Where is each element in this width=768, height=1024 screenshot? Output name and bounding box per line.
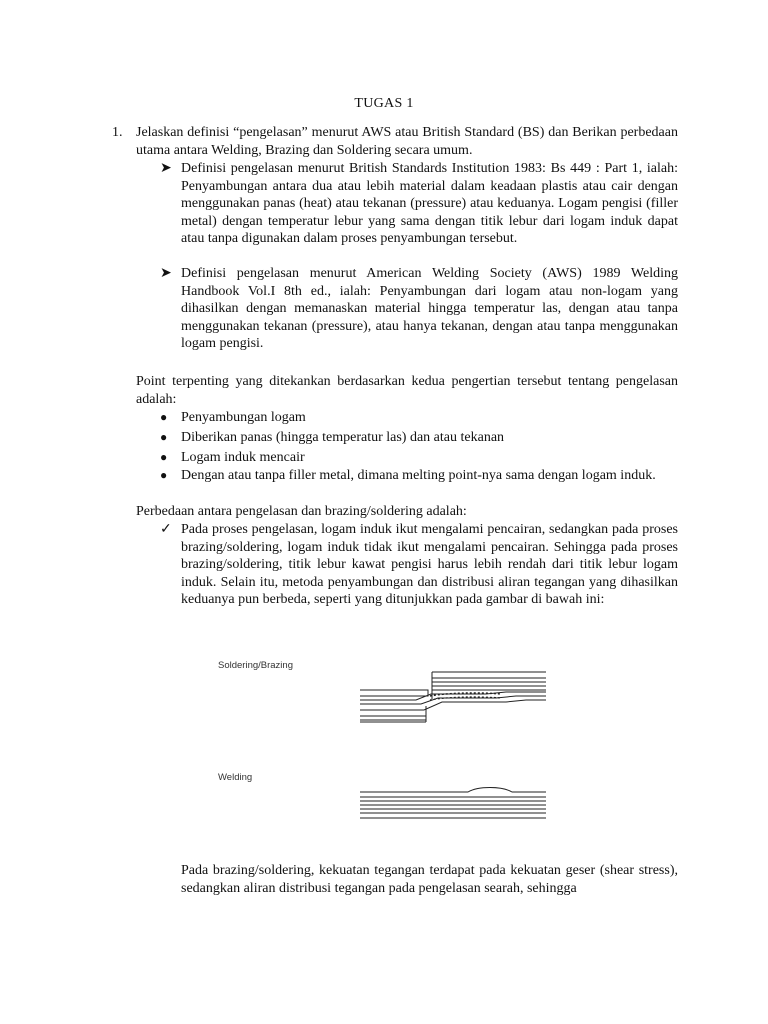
question-text: Jelaskan definisi “pengelasan” menurut AWS atau British Standard (BS) dan Berikan perbedaan utama antara Welding, Brazing dan Soldering secara umum.: [136, 125, 678, 158]
welding-label: Welding: [218, 772, 253, 783]
arrow-bullet-icon: ➤: [160, 266, 172, 281]
difference-text: Pada proses pengelasan, logam induk ikut mengalami pencairan, sedangkan pada proses brazing/soldering, logam induk tidak ikut mengalami pencairan. Sehingga pada proses brazing/soldering, titik lebur kawat pengisi harus lebih rendah dari titik lebur logam induk. Selain itu, metoda penyambungan dan distribusi aliran tegangan yang dihasilkan keduanya pun berbeda, seperti yang ditunjukkan pada gambar di bawah ini:: [181, 522, 678, 607]
definition-text: Definisi pengelasan menurut American Welding Society (AWS) 1989 Welding Handbook Vol.I 8th ed., ialah: Penyambungan dari logam atau non-logam yang dihasilkan dengan memanaskan material hingga temperatur las, dengan atau tanpa menggunakan tekanan (pressure), atau hanya tekanan, dengan atau tanpa menggunakan logam pengisi.: [181, 266, 678, 351]
soldering-brazing-joint-drawing: [360, 672, 546, 722]
points-intro: Point terpenting yang ditekankan berdasarkan kedua pengertian tersebut tentang pengelasan adalah:: [136, 374, 678, 407]
joint-comparison-figure: [216, 652, 696, 832]
soldering-brazing-label: Soldering/Brazing: [218, 660, 293, 671]
welding-joint-drawing: [360, 788, 546, 819]
point-text: Penyambungan logam: [181, 410, 306, 425]
bullet-icon: ●: [160, 468, 168, 482]
closing-text: Pada brazing/soldering, kekuatan tegangan terdapat pada kekuatan geser (shear stress), sedangkan aliran distribusi tegangan pada pengelasan searah, sehingga: [181, 863, 678, 896]
joint-diagram: [216, 652, 696, 832]
point-text: Logam induk mencair: [181, 450, 305, 465]
bullet-icon: ●: [160, 430, 168, 444]
bullet-icon: ●: [160, 450, 168, 464]
definition-text: Definisi pengelasan menurut British Standards Institution 1983: Bs 449 : Part 1, ialah: Penyambungan antara dua atau lebih material dalam keadaan plastis atau cair dengan menggunakan panas (heat) atau tekanan (pressure) atau keduanya. Logam pengisi (filler metal) dengan temperatur lebur yang sama dengan titik lebur dari logam induk dapat atau tanpa digunakan dalam proses penyambungan tersebut.: [181, 161, 678, 246]
point-text: Dengan atau tanpa filler metal, dimana melting point-nya sama dengan logam induk.: [181, 468, 656, 483]
document-title: TUGAS 1: [354, 96, 414, 111]
question-number: 1.: [112, 125, 123, 140]
bullet-icon: ●: [160, 410, 168, 424]
difference-intro: Perbedaan antara pengelasan dan brazing/soldering adalah:: [136, 504, 467, 519]
checkmark-bullet-icon: ✓: [160, 522, 172, 537]
point-text: Diberikan panas (hingga temperatur las) dan atau tekanan: [181, 430, 505, 445]
arrow-bullet-icon: ➤: [160, 161, 172, 176]
